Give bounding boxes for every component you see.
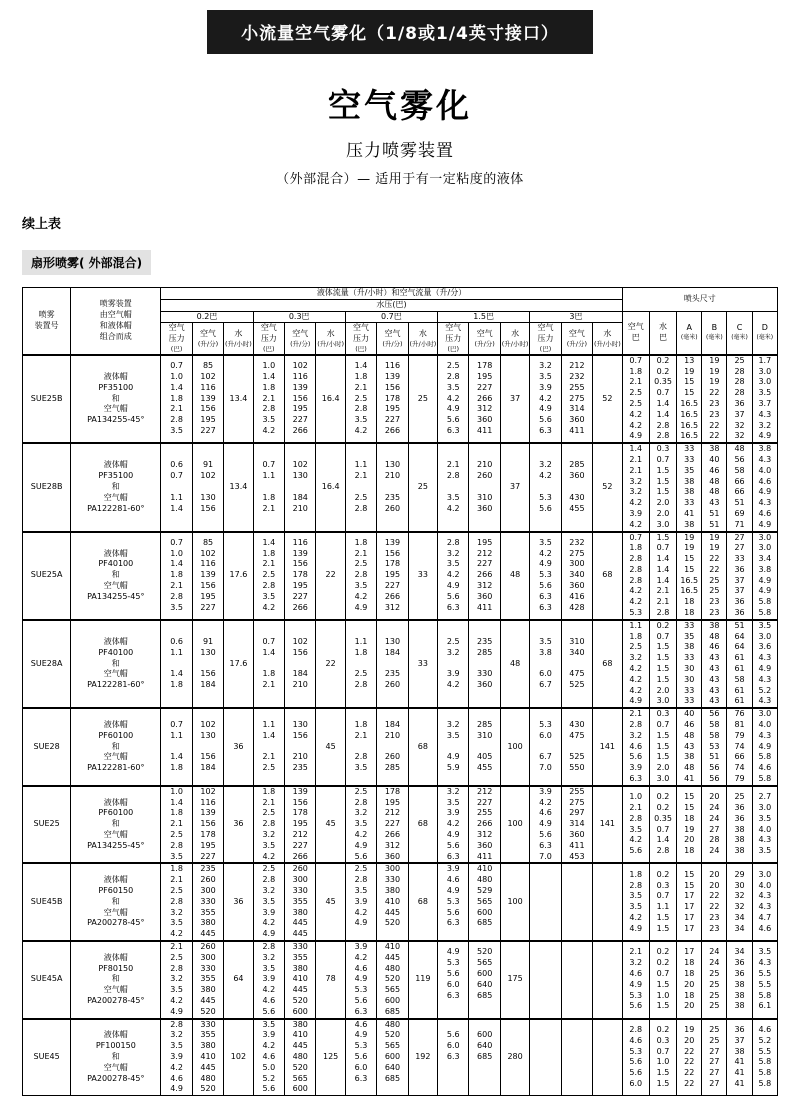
- header-sub-airpressure-4: 空气 压力 (巴): [530, 323, 561, 355]
- cell-dim-airpressure: 1.4 2.1 2.1 3.2 3.2 4.2 3.9 4.2: [622, 443, 649, 531]
- cell-p02-water: 64: [224, 941, 253, 1019]
- cell-dim-airpressure: 2.8 4.6 5.3 5.6 5.6 6.0: [622, 1019, 649, 1096]
- cell-p30-air: [561, 941, 592, 1019]
- cell-p03-air: 102 156 184 210: [285, 620, 316, 708]
- cell-p02-air: 260 300 330 355 380 445 520: [192, 941, 223, 1019]
- cell-p15-water: 100: [500, 708, 529, 786]
- cell-p07-air: 116 139 156 178 195 227 266: [377, 355, 408, 443]
- cell-model: SUE45A: [23, 941, 71, 1019]
- cell-p03-airpressure: 3.5 3.9 4.2 4.6 5.0 5.2 5.6: [253, 1019, 284, 1096]
- header-sub-air-3: 空气 (升/分): [469, 323, 500, 355]
- cell-p30-airpressure: 3.5 4.2 4.9 5.3 5.6 6.3 6.3: [530, 532, 561, 620]
- cell-p07-air: 184 210 260 285: [377, 708, 408, 786]
- cell-p03-water: 45: [316, 708, 345, 786]
- cell-p03-water: 16.4: [316, 355, 345, 443]
- header-pressure-2: 0.7巴: [345, 311, 437, 323]
- cell-dim-C: 29 30 32 32 34 34: [727, 863, 752, 941]
- cell-dim-B: 38 40 46 48 48 43 51 51: [702, 443, 727, 531]
- cell-dim-airpressure: 2.1 3.2 4.6 4.9 5.3 5.6: [622, 941, 649, 1019]
- cell-p07-water: 68: [408, 786, 437, 864]
- cell-dim-B: 20 24 24 27 28 24: [702, 786, 727, 864]
- cell-p03-airpressure: 1.8 2.1 2.5 2.8 3.2 3.5 4.2: [253, 786, 284, 864]
- cell-p03-water: 125: [316, 1019, 345, 1096]
- header-sub-water-3: 水 (升/小时): [500, 323, 529, 355]
- cell-model: SUE25B: [23, 355, 71, 443]
- cell-p30-water: 141: [593, 708, 623, 786]
- cell-dim-B: 24 24 25 25 25 25: [702, 941, 727, 1019]
- cell-p03-air: 130 156 210 235: [285, 708, 316, 786]
- cell-p07-airpressure: 1.1 2.1 2.5 2.8: [345, 443, 376, 531]
- cell-p03-airpressure: 2.5 2.8 3.2 3.5 3.9 4.2 4.9: [253, 863, 284, 941]
- banner-container: [0, 0, 800, 54]
- cell-p15-airpressure: 3.9 4.6 4.9 5.3 5.6 6.3: [438, 863, 469, 941]
- cell-assembly: 液体帽 PF35100 和 空气帽 PA122281-60°: [71, 443, 161, 531]
- cell-p02-airpressure: 2.1 2.5 2.8 3.2 3.5 4.2 4.9: [161, 941, 192, 1019]
- cell-p07-water: 33: [408, 620, 437, 708]
- cell-p30-air: 255 275 297 314 360 411 453: [561, 786, 592, 864]
- cell-dim-waterpressure: 0.2 0.2 0.35 0.7 1.4 1.4 2.8 2.8: [649, 355, 676, 443]
- cell-p07-air: 130 210 235 260: [377, 443, 408, 531]
- cell-p30-water: 52: [593, 443, 623, 531]
- cell-p30-airpressure: [530, 941, 561, 1019]
- cell-p30-airpressure: [530, 1019, 561, 1096]
- cell-p07-air: 139 156 178 195 227 266 312: [377, 532, 408, 620]
- cell-p02-airpressure: 0.6 0.7 1.1 1.4: [161, 443, 192, 531]
- cell-p03-airpressure: 1.1 1.4 2.1 2.5: [253, 708, 284, 786]
- page-banner: 小流量空气雾化（1/8或1/4英寸接口）: [207, 10, 593, 54]
- header-pressure-0: 0.2巴: [161, 311, 253, 323]
- cell-p30-water: [593, 941, 623, 1019]
- cell-dim-A: 19 19 15 15 16.5 16.5 18 18: [677, 532, 702, 620]
- header-sub-airpressure-3: 空气 压力 (巴): [438, 323, 469, 355]
- cell-p30-air: 212 232 255 275 314 360 411: [561, 355, 592, 443]
- table-row: [23, 863, 778, 941]
- cell-p15-water: 37: [500, 443, 529, 531]
- header-assembly: 喷雾装置 由空气帽 和液体帽 组合而成: [71, 288, 161, 355]
- cell-dim-A: 15 15 18 19 20 18: [677, 786, 702, 864]
- cell-p30-air: 285 360 430 455: [561, 443, 592, 531]
- cell-p15-water: 48: [500, 532, 529, 620]
- table-row: [23, 941, 778, 1019]
- page-subtitle-note: （外部混合）— 适用于有一定粘度的液体: [276, 172, 524, 187]
- spray-spec-table: [22, 287, 778, 1096]
- cell-dim-waterpressure: 0.2 0.7 1.5 1.5 1.5 1.5 2.0 3.0: [649, 620, 676, 708]
- cell-dim-waterpressure: 0.2 0.2 0.35 0.7 1.4 2.8: [649, 786, 676, 864]
- header-sub-air-1: 空气 (升/分): [285, 323, 316, 355]
- cell-dim-C: 51 64 64 61 61 58 61 61: [727, 620, 752, 708]
- cell-dim-airpressure: 1.0 2.1 2.8 3.5 4.2 5.6: [622, 786, 649, 864]
- cell-p30-airpressure: 3.2 4.2 5.3 5.6: [530, 443, 561, 531]
- cell-assembly: 液体帽 PF40100 和 空气帽 PA134255-45°: [71, 532, 161, 620]
- cell-p15-water: 175: [500, 941, 529, 1019]
- cell-p15-air: 212 227 255 266 312 360 411: [469, 786, 500, 864]
- cell-dim-D: 3.0 3.0 3.4 3.8 4.9 4.9 5.8 5.8: [752, 532, 777, 620]
- cell-dim-B: 38 48 46 43 43 43 43 43: [702, 620, 727, 708]
- cell-dim-C: 36 37 38 41 41 41: [727, 1019, 752, 1096]
- cell-p02-water: 36: [224, 786, 253, 864]
- continued-label: 续上表: [22, 217, 62, 232]
- cell-assembly: 液体帽 PF40100 和 空气帽 PA122281-60°: [71, 620, 161, 708]
- cell-p15-airpressure: 4.9 5.3 5.6 6.0 6.3: [438, 941, 469, 1019]
- table-row: [23, 532, 778, 620]
- cell-dim-airpressure: 0.7 1.8 2.1 2.5 2.5 4.2 4.2 4.9: [622, 355, 649, 443]
- cell-p07-airpressure: 3.9 4.2 4.6 4.9 5.3 5.6 6.3: [345, 941, 376, 1019]
- header-sub-airpressure-0: 空气 压力 (巴): [161, 323, 192, 355]
- cell-p02-air: 330 355 380 410 445 480 520: [192, 1019, 223, 1096]
- cell-p15-air: 195 212 227 266 312 360 411: [469, 532, 500, 620]
- cell-p02-airpressure: 2.8 3.2 3.5 3.9 4.2 4.6 4.9: [161, 1019, 192, 1096]
- cell-dim-waterpressure: 0.3 0.7 1.5 1.5 1.5 2.0 3.0: [649, 708, 676, 786]
- cell-p02-air: 102 130 156 184: [192, 708, 223, 786]
- cell-dim-D: 3.8 4.3 4.0 4.6 4.9 4.3 4.6 4.9: [752, 443, 777, 531]
- cell-p02-airpressure: 0.6 1.1 1.4 1.8: [161, 620, 192, 708]
- header-model: 喷雾 装置号: [23, 288, 71, 355]
- cell-model: SUE25: [23, 786, 71, 864]
- cell-dim-waterpressure: 0.2 0.2 0.7 1.5 1.0 1.5: [649, 941, 676, 1019]
- cell-p07-water: 68: [408, 863, 437, 941]
- cell-assembly: 液体帽 PF60100 和 空气帽 PA122281-60°: [71, 708, 161, 786]
- cell-dim-A: 13 19 15 15 16.5 16.5 16.5 16.5: [677, 355, 702, 443]
- header-sub-airpressure-1: 空气 压力 (巴): [253, 323, 284, 355]
- cell-p07-airpressure: 1.8 2.1 2.5 2.8 3.5 4.2 4.9: [345, 532, 376, 620]
- cell-dim-B: 20 20 22 22 23 23: [702, 863, 727, 941]
- cell-p30-air: 430 475 525 550: [561, 708, 592, 786]
- cell-p02-air: 91 130 156 184: [192, 620, 223, 708]
- cell-p30-air: 232 275 300 340 360 416 428: [561, 532, 592, 620]
- cell-p02-air: 102 116 139 156 178 195 227: [192, 786, 223, 864]
- cell-p30-water: 68: [593, 620, 623, 708]
- cell-dim-A: 15 15 17 17 17 17: [677, 863, 702, 941]
- header-flow-group: 液体流量（升/小时）和空气流量（升/分）: [161, 288, 622, 300]
- cell-dim-waterpressure: 0.2 0.3 0.7 1.1 1.5 1.5: [649, 863, 676, 941]
- cell-p02-water: 17.6: [224, 532, 253, 620]
- cell-dim-C: 25 36 36 38 38 38: [727, 786, 752, 864]
- cell-p03-air: 380 410 445 480 520 565 600: [285, 1019, 316, 1096]
- cell-dim-C: 27 27 33 36 37 37 36 36: [727, 532, 752, 620]
- cell-p07-airpressure: 1.1 1.8 2.5 2.8: [345, 620, 376, 708]
- cell-dim-C: 48 56 58 66 66 51 69 71: [727, 443, 752, 531]
- cell-p07-air: 130 184 235 260: [377, 620, 408, 708]
- cell-p15-air: 210 260 310 360: [469, 443, 500, 531]
- cell-p03-airpressure: 2.8 3.2 3.5 3.9 4.2 4.6 5.6: [253, 941, 284, 1019]
- cell-p30-water: [593, 863, 623, 941]
- cell-p15-water: 48: [500, 620, 529, 708]
- table-row: [23, 1019, 778, 1096]
- cell-dim-C: 34 36 36 38 38 38: [727, 941, 752, 1019]
- cell-dim-B: 19 19 22 22 25 25 23 23: [702, 532, 727, 620]
- cell-dim-B: 19 19 19 22 23 23 22 22: [702, 355, 727, 443]
- cell-dim-airpressure: 1.8 2.8 3.5 3.5 4.2 4.9: [622, 863, 649, 941]
- cell-p07-water: 25: [408, 443, 437, 531]
- cell-dim-C: 25 28 28 28 36 37 32 32: [727, 355, 752, 443]
- cell-model: SUE25A: [23, 532, 71, 620]
- cell-p15-air: 520 565 600 640 685: [469, 941, 500, 1019]
- cell-p03-water: 22: [316, 532, 345, 620]
- cell-p02-water: 13.4: [224, 355, 253, 443]
- cell-p15-water: 37: [500, 355, 529, 443]
- table-row: [23, 620, 778, 708]
- cell-p02-water: 36: [224, 708, 253, 786]
- title-block: [0, 80, 800, 187]
- cell-p07-air: 300 330 380 410 445 520: [377, 863, 408, 941]
- cell-assembly: 液体帽 PF60100 和 空气帽 PA134255-45°: [71, 786, 161, 864]
- cell-dim-airpressure: 1.1 1.8 2.5 3.2 4.2 4.2 4.2 4.9: [622, 620, 649, 708]
- header-dim-air_pressure: 空气 巴: [622, 311, 649, 355]
- cell-dim-A: 17 18 18 20 18 20: [677, 941, 702, 1019]
- cell-p07-airpressure: 4.6 4.9 5.3 5.6 6.0 6.3: [345, 1019, 376, 1096]
- cell-p03-airpressure: 0.7 1.4 1.8 2.1: [253, 620, 284, 708]
- cell-assembly: 液体帽 PF100150 和 空气帽 PA200278-45°: [71, 1019, 161, 1096]
- cell-p30-water: 52: [593, 355, 623, 443]
- table-row: [23, 443, 778, 531]
- cell-p30-airpressure: 3.2 3.5 3.9 4.2 4.9 5.6 6.3: [530, 355, 561, 443]
- cell-p30-airpressure: [530, 863, 561, 941]
- cell-dim-D: 2.7 3.0 3.5 4.0 4.3 3.5: [752, 786, 777, 864]
- header-sub-airpressure-2: 空气 压力 (巴): [345, 323, 376, 355]
- cell-p02-water: 17.6: [224, 620, 253, 708]
- header-sub-air-4: 空气 (升/分): [561, 323, 592, 355]
- table-row: [23, 708, 778, 786]
- cell-dim-C: 76 81 79 74 66 74 79: [727, 708, 752, 786]
- cell-p03-air: 102 130 184 210: [285, 443, 316, 531]
- cell-p02-air: 85 102 116 139 156 195 227: [192, 532, 223, 620]
- cell-p03-air: 102 116 139 156 195 227 266: [285, 355, 316, 443]
- cell-p02-air: 85 102 116 139 156 195 227: [192, 355, 223, 443]
- cell-assembly: 液体帽 PF60150 和 空气帽 PA200278-45°: [71, 863, 161, 941]
- cell-dim-A: 19 20 22 22 22 22: [677, 1019, 702, 1096]
- cell-p15-airpressure: 2.1 2.8 3.5 4.2: [438, 443, 469, 531]
- header-sub-water-0: 水 (升/小时): [224, 323, 253, 355]
- cell-p03-air: 330 355 380 410 445 520 600: [285, 941, 316, 1019]
- cell-p02-water: 36: [224, 863, 253, 941]
- cell-p30-water: 141: [593, 786, 623, 864]
- cell-model: SUE28: [23, 708, 71, 786]
- cell-dim-waterpressure: 0.3 0.7 1.5 1.5 1.5 2.0 2.0 3.0: [649, 443, 676, 531]
- table-row: [23, 355, 778, 443]
- cell-dim-A: 33 35 38 33 30 30 33 33: [677, 620, 702, 708]
- cell-p15-air: 285 310 405 455: [469, 708, 500, 786]
- cell-dim-waterpressure: 1.5 0.7 1.4 1.4 1.4 2.1 2.1 2.8: [649, 532, 676, 620]
- cell-p15-airpressure: 2.5 3.2 3.9 4.2: [438, 620, 469, 708]
- cell-p07-air: 178 195 212 227 266 312 360: [377, 786, 408, 864]
- cell-p15-water: 100: [500, 786, 529, 864]
- cell-dim-D: 4.6 5.2 5.5 5.8 5.8 5.8: [752, 1019, 777, 1096]
- cell-p03-water: 16.4: [316, 443, 345, 531]
- cell-p07-water: 68: [408, 708, 437, 786]
- cell-p03-water: 22: [316, 620, 345, 708]
- cell-dim-D: 3.5 4.3 5.5 5.5 5.8 6.1: [752, 941, 777, 1019]
- cell-dim-D: 3.0 4.0 4.3 4.3 4.7 4.6: [752, 863, 777, 941]
- header-dim-B: B (毫米): [702, 311, 727, 355]
- header-sub-water-1: 水 (升/小时): [316, 323, 345, 355]
- table-row: [23, 786, 778, 864]
- cell-p30-air: [561, 1019, 592, 1096]
- cell-p03-water: 45: [316, 786, 345, 864]
- cell-dim-D: 3.5 3.0 3.6 4.3 4.9 4.3 5.2 4.3: [752, 620, 777, 708]
- cell-p30-airpressure: 5.3 6.0 6.7 7.0: [530, 708, 561, 786]
- cell-p15-airpressure: 2.8 3.2 3.5 4.2 4.9 5.6 6.3: [438, 532, 469, 620]
- cell-p30-airpressure: 3.9 4.2 4.6 4.9 5.6 6.3 7.0: [530, 786, 561, 864]
- cell-p02-water: 102: [224, 1019, 253, 1096]
- cell-p07-air: 410 445 480 520 565 600 685: [377, 941, 408, 1019]
- cell-dim-D: 3.0 4.0 4.3 4.9 5.8 4.6 5.8: [752, 708, 777, 786]
- header-dim-A: A (毫米): [677, 311, 702, 355]
- cell-dim-A: 40 46 48 43 38 48 41: [677, 708, 702, 786]
- cell-p07-water: 33: [408, 532, 437, 620]
- cell-p02-airpressure: 0.7 1.0 1.4 1.8 2.1 2.8 3.5: [161, 532, 192, 620]
- cell-p02-air: 91 102 130 156: [192, 443, 223, 531]
- table-header-row-1: [23, 288, 778, 300]
- cell-assembly: 液体帽 PF80150 和 空气帽 PA200278-45°: [71, 941, 161, 1019]
- cell-p07-airpressure: 1.4 1.8 2.1 2.5 2.8 3.5 4.2: [345, 355, 376, 443]
- cell-dim-A: 33 33 35 38 38 33 41 38: [677, 443, 702, 531]
- header-sub-water-4: 水 (升/小时): [593, 323, 623, 355]
- cell-p07-water: 25: [408, 355, 437, 443]
- cell-p07-airpressure: 2.5 2.8 3.2 3.5 4.2 4.9 5.6: [345, 786, 376, 864]
- cell-p15-airpressure: 3.2 3.5 4.9 5.9: [438, 708, 469, 786]
- cell-p30-airpressure: 3.5 3.8 6.0 6.7: [530, 620, 561, 708]
- header-sub-air-2: 空气 (升/分): [377, 323, 408, 355]
- page-title: 空气雾化: [328, 86, 472, 125]
- cell-p15-airpressure: 3.2 3.5 3.9 4.2 4.9 5.6 6.3: [438, 786, 469, 864]
- cell-p15-water: 280: [500, 1019, 529, 1096]
- cell-p02-airpressure: 1.0 1.4 1.8 2.1 2.5 2.8 3.5: [161, 786, 192, 864]
- cell-model: SUE45B: [23, 863, 71, 941]
- cell-p15-air: 600 640 685: [469, 1019, 500, 1096]
- header-sub-water-2: 水 (升/小时): [408, 323, 437, 355]
- header-dim-water: 水 巴: [649, 311, 676, 355]
- cell-p15-air: 235 285 330 360: [469, 620, 500, 708]
- header-pressure-3: 1.5巴: [438, 311, 530, 323]
- cell-p03-water: 78: [316, 941, 345, 1019]
- cell-p03-air: 116 139 156 178 195 227 266: [285, 532, 316, 620]
- header-pressure-1: 0.3巴: [253, 311, 345, 323]
- cell-p02-airpressure: 0.7 1.1 1.4 1.8: [161, 708, 192, 786]
- cell-p03-airpressure: 1.0 1.4 1.8 2.1 2.8 3.5 4.2: [253, 355, 284, 443]
- cell-p07-airpressure: 2.5 2.8 3.5 3.9 4.2 4.9: [345, 863, 376, 941]
- header-dim-C: C (毫米): [727, 311, 752, 355]
- cell-p30-air: 310 340 475 525: [561, 620, 592, 708]
- header-dim-group: 喷头尺寸: [622, 288, 777, 312]
- cell-p07-water: 119: [408, 941, 437, 1019]
- cell-p07-airpressure: 1.8 2.1 2.8 3.5: [345, 708, 376, 786]
- cell-p02-air: 235 260 300 330 355 380 445: [192, 863, 223, 941]
- cell-p03-air: 139 156 178 195 212 227 266: [285, 786, 316, 864]
- cell-p15-air: 178 195 227 266 312 360 411: [469, 355, 500, 443]
- cell-p03-airpressure: 0.7 1.1 1.8 2.1: [253, 443, 284, 531]
- cell-dim-B: 25 25 27 27 27 27: [702, 1019, 727, 1096]
- cell-dim-waterpressure: 0.2 0.3 0.7 1.0 1.5 1.5: [649, 1019, 676, 1096]
- cell-p03-airpressure: 1.4 1.8 2.1 2.5 2.8 3.5 4.2: [253, 532, 284, 620]
- cell-dim-B: 56 58 58 53 51 56 56: [702, 708, 727, 786]
- cell-p15-airpressure: 2.5 2.8 3.5 4.2 4.9 5.6 6.3: [438, 355, 469, 443]
- cell-model: SUE28B: [23, 443, 71, 531]
- cell-dim-D: 1.7 3.0 3.0 3.5 3.7 4.3 3.2 4.9: [752, 355, 777, 443]
- cell-p07-air: 480 520 565 600 640 685: [377, 1019, 408, 1096]
- cell-assembly: 液体帽 PF35100 和 空气帽 PA134255-45°: [71, 355, 161, 443]
- cell-p30-air: [561, 863, 592, 941]
- cell-p03-air: 260 300 330 355 380 445 445: [285, 863, 316, 941]
- cell-p03-water: 45: [316, 863, 345, 941]
- cell-p15-water: 100: [500, 863, 529, 941]
- header-dim-D: D (毫米): [752, 311, 777, 355]
- cell-dim-airpressure: 0.7 1.8 2.8 2.8 2.8 4.2 4.2 5.3: [622, 532, 649, 620]
- cell-model: SUE45: [23, 1019, 71, 1096]
- cell-p02-airpressure: 1.8 2.1 2.5 2.8 3.2 3.5 4.2: [161, 863, 192, 941]
- section-tag: 扇形喷雾( 外部混合): [22, 250, 151, 275]
- header-water-pressure: 水压(巴): [161, 299, 622, 311]
- cell-p15-air: 410 480 529 565 600 685: [469, 863, 500, 941]
- header-pressure-4: 3巴: [530, 311, 622, 323]
- cell-dim-airpressure: 2.1 2.8 3.2 4.6 5.6 3.9 6.3: [622, 708, 649, 786]
- header-sub-air-0: 空气 (升/分): [192, 323, 223, 355]
- cell-p30-water: [593, 1019, 623, 1096]
- page-subtitle: 压力喷雾装置: [346, 141, 454, 161]
- cell-p02-airpressure: 0.7 1.0 1.4 1.8 2.1 2.8 3.5: [161, 355, 192, 443]
- cell-p07-water: 192: [408, 1019, 437, 1096]
- cell-p30-water: 68: [593, 532, 623, 620]
- cell-p15-airpressure: 5.6 6.0 6.3: [438, 1019, 469, 1096]
- cell-model: SUE28A: [23, 620, 71, 708]
- cell-p02-water: 13.4: [224, 443, 253, 531]
